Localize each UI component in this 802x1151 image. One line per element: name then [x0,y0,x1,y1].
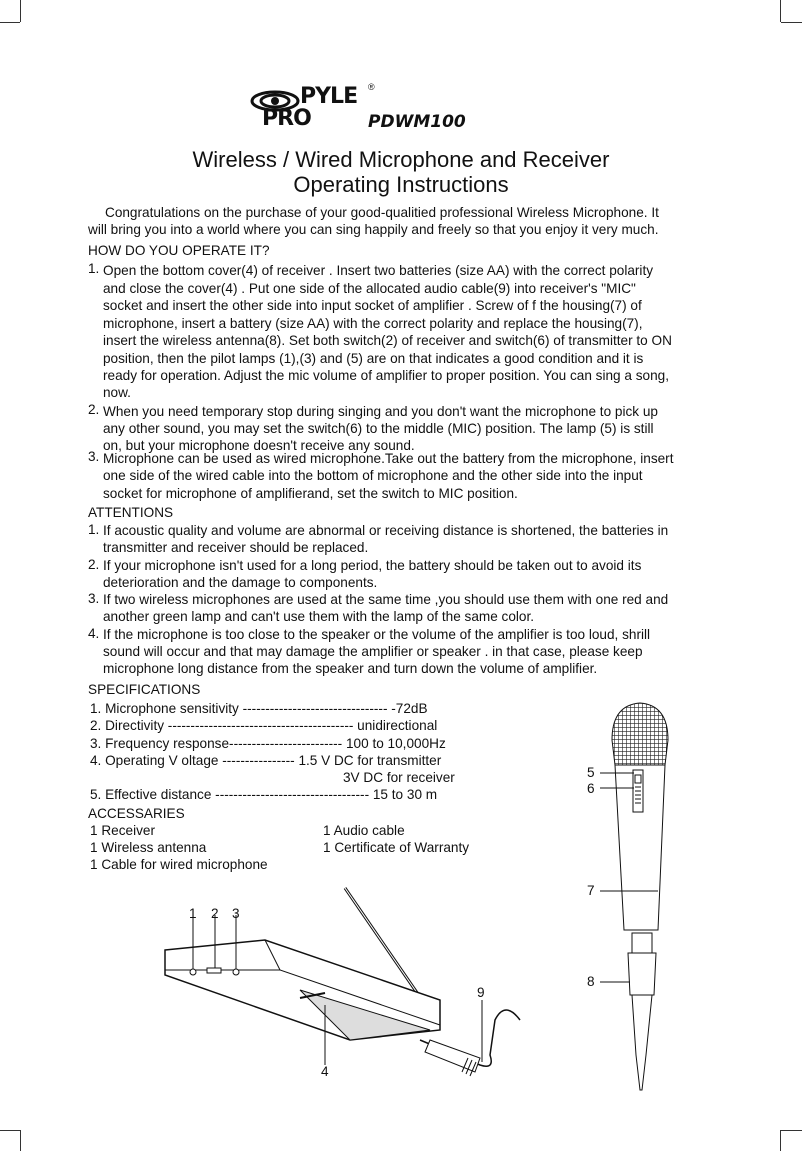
logo-brand-top: PYLE [300,84,358,109]
how-item-line: any other sound, you may set the switch(6) to the middle (MIC) position. The lamp (5) is still [103,421,654,436]
spec-line: 1. Microphone sensitivity -------------------------------- -72dB [90,701,428,716]
attention-line: If acoustic quality and volume are abnormal or receiving distance is shortened, the batteries in [103,523,669,538]
attention-line: another green lamp and can't use them with the lamp of the same color. [103,609,535,624]
page-subtitle: Operating Instructions [293,172,509,197]
crop-mark [0,1130,20,1131]
crop-mark [780,1130,781,1151]
attention-line: If two wireless microphones are used at the same time ,you should use them with one red and [103,592,669,607]
page-title: Wireless / Wired Microphone and Receiver [192,147,610,172]
receiver-illustration [150,880,550,1080]
crop-mark [0,22,20,23]
intro-line: will bring you into a world where you can sing happily and freely so that you enjoy it very much. [88,222,659,237]
accessory-item: 1 Receiver [90,823,155,838]
pyle-pro-logo [250,84,490,134]
item-number: 2. [88,402,100,417]
label-1: 1 [189,906,197,921]
attention-line: sound will occur and that may damage the amplifier or speaker . in that case, please keep [103,644,643,659]
attention-number: 4. [88,626,100,641]
section-heading-attentions: ATTENTIONS [88,505,174,520]
spec-line: 3V DC for receiver [343,770,455,785]
how-item-line: ready for operation. Adjust the mic volume of amplifier to proper position. You can sing a song, [103,368,669,383]
intro-line: Congratulations on the purchase of your good-qualitied professional Wireless Microphone. It [105,205,659,220]
attention-line: transmitter and receiver should be replaced. [103,540,369,555]
section-heading-accessories: ACCESSARIES [88,806,185,821]
attention-line: If your microphone isn't used for a long period, the battery should be taken out to avoid its [103,558,642,573]
attention-line: If the microphone is too close to the speaker or the volume of the amplifier is too loud, shrill [103,627,651,642]
label-6: 6 [587,781,595,796]
item-number: 3. [88,449,100,464]
label-2: 2 [211,906,219,921]
how-item-line: insert the wireless antenna(8). Set both switch(2) of receiver and switch(6) of transmitter to ON [103,333,672,348]
crop-mark [781,22,802,23]
accessory-item: 1 Wireless antenna [90,840,207,855]
how-item-line: and close the cover(4) . Put one side of the allocated audio cable(9) into receiver's "MIC" [103,281,636,296]
accessory-item: 1 Audio cable [323,823,405,838]
how-item-line: microphone, insert a battery (size AA) with the correct polarity and replace the housing(7), [103,316,643,331]
logo-brand-bottom: PRO [262,106,311,131]
attention-number: 3. [88,591,100,606]
crop-mark [780,0,781,22]
attention-line: microphone long distance from the speaker and turn down the volume of amplifier. [103,661,598,676]
spec-line: 4. Operating V oltage ---------------- 1.5 V DC for transmitter [90,753,442,768]
spec-line: 5. Effective distance ---------------------------------- 15 to 30 m [90,787,438,802]
logo-registered: ® [368,82,375,92]
model-number: PDWM100 [368,112,466,132]
label-5: 5 [587,765,595,780]
accessory-item: 1 Cable for wired microphone [90,857,268,872]
attention-number: 2. [88,557,100,572]
accessory-item: 1 Certificate of Warranty [323,840,470,855]
spec-line: 2. Directivity ----------------------------------------- unidirectional [90,718,438,733]
label-3: 3 [232,906,240,921]
how-item-line: one side of the wired cable into the bottom of microphone and the other side into the input [103,468,643,483]
crop-mark [20,1130,21,1151]
how-item-line: When you need temporary stop during singing and you don't want the microphone to pick up [103,404,658,419]
how-item-line: Microphone can be used as wired microphone.Take out the battery from the microphone, insert [103,451,674,466]
label-9: 9 [477,985,485,1000]
label-7: 7 [587,883,595,898]
how-item-line: socket and insert the other side into input socket of amplifier . Screw of f the housing(7) of [103,298,642,313]
crop-mark [20,0,21,22]
how-item-line: socket for microphone of amplifierand, set the switch to MIC position. [103,486,518,501]
attention-line: deterioration and the damage to components. [103,575,378,590]
section-heading-how: HOW DO YOU OPERATE IT? [88,243,270,258]
attention-number: 1. [88,522,100,537]
label-4: 4 [321,1064,329,1079]
section-heading-specifications: SPECIFICATIONS [88,682,201,697]
spec-line: 3. Frequency response------------------------- 100 to 10,000Hz [90,736,446,751]
crop-mark [781,1130,802,1131]
item-number: 1. [88,261,100,276]
label-8: 8 [587,974,595,989]
how-item-line: on, but your microphone doesn't receive any sound. [103,438,415,453]
how-item-line: position, then the pilot lamps (1),(3) and (5) are on that indicates a good condition and it is [103,351,644,366]
microphone-illustration [570,695,750,1095]
how-item-line: Open the bottom cover(4) of receiver . Insert two batteries (size AA) with the correct polarity [103,263,654,278]
how-item-line: now. [103,385,131,400]
